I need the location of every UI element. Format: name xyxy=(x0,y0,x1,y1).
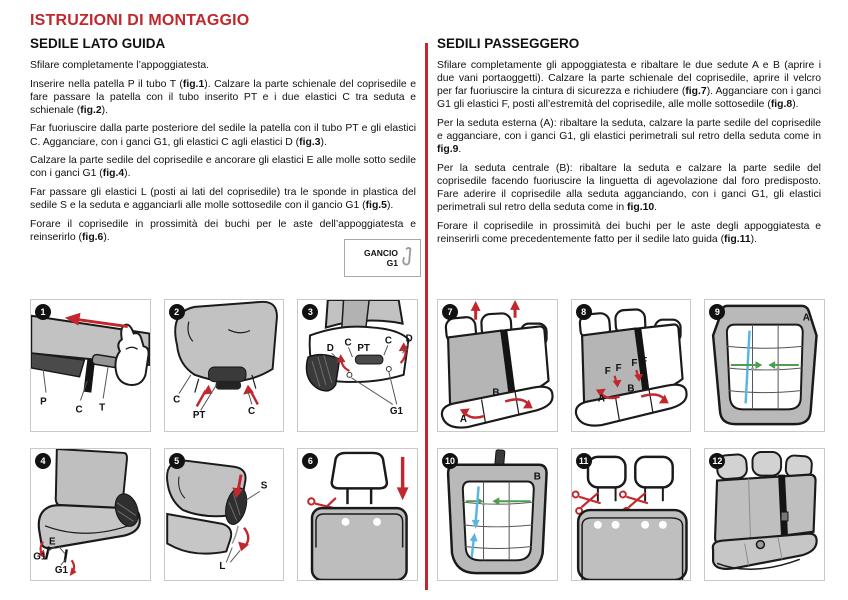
figure-panel-5 xyxy=(164,448,285,581)
part-label: C xyxy=(385,335,393,347)
section-heading-driver: SEDILE LATO GUIDA xyxy=(30,36,166,51)
part-label: G1 xyxy=(390,406,404,418)
covered-bench-shape xyxy=(713,452,817,569)
figure-panel-11 xyxy=(571,448,692,581)
figure-2-drawing xyxy=(165,300,284,431)
figure-number-badge: 9 xyxy=(709,304,725,320)
figure-panel-3 xyxy=(297,299,418,432)
figure-number-badge: 5 xyxy=(169,453,185,469)
instruction-paragraph: Sfilare completamente l’appoggiatesta. xyxy=(30,60,210,71)
part-label: E xyxy=(48,536,56,548)
page-title: ISTRUZIONI DI MONTAGGIO xyxy=(30,12,250,29)
figure-panel-9 xyxy=(704,299,825,432)
figure-number-badge: 8 xyxy=(576,304,592,320)
figure-11-drawing xyxy=(572,449,691,580)
figure-panel-6 xyxy=(297,448,418,581)
seat-shape xyxy=(167,461,250,554)
instruction-paragraph: Forare il coprisedile in prossimità dei buchi per le aste dell’appoggiatesta e reinserirlo (fig.6). xyxy=(30,218,416,243)
part-label: P xyxy=(40,396,47,408)
figure-panel-2 xyxy=(164,299,285,432)
passenger-seats-section xyxy=(437,36,821,251)
part-label: C xyxy=(172,394,180,406)
figure-number-badge: 2 xyxy=(169,304,185,320)
figure-panel-1 xyxy=(30,299,151,432)
figure-number-badge: 4 xyxy=(35,453,51,469)
part-label: G1 xyxy=(33,551,47,563)
instruction-paragraph: Per la seduta centrale (B): ribaltare la seduta e calzare la parte sedile del coprisedile facendo fuoriuscire la linguetta di agevolazione dal foro predisposto. Fare aderire il coprisedile alla seduta agganciando, con i ganci G1, gli elastici perimetrali sul retro della seduta come in fig.10. xyxy=(437,162,821,214)
figure-4-drawing xyxy=(31,449,150,580)
instruction-paragraph: Calzare la parte sedile del coprisedile e ancorare gli elastici E alle molle sotto sedile con i ganci G1 (fig.4). xyxy=(30,155,416,180)
red-arrow-icon xyxy=(397,457,409,500)
instruction-paragraph: Sfilare completamente gli appoggiatesta e ribaltare le due sedute A e B (aprire i due vani portaoggetti). Calzare la parte schienale del coprisedile, aprire il velcro per far fuoriuscire la cintura di sicurezza e richiudere (fig.7). Agganciare con i ganci G1 gli elastici F, posti all’estremità del coprisedile, alle molle sottosedile (fig.8). xyxy=(437,60,822,111)
part-label: A xyxy=(803,312,811,324)
figure-panel-7 xyxy=(437,299,558,432)
figure-1-drawing xyxy=(31,300,150,431)
part-label: PT xyxy=(192,410,206,422)
part-label: S xyxy=(260,480,267,492)
part-label: A xyxy=(597,393,605,405)
figure-7-drawing xyxy=(438,300,557,431)
figure-number-badge: 7 xyxy=(442,304,458,320)
seat-bottom-shape xyxy=(448,450,546,573)
part-label: D xyxy=(405,333,414,345)
instruction-paragraph: Forare il coprisedile in prossimità dei buchi per le aste degli appoggiatesta e reinserirli come precedentemente fatto per il sedile lato guida (fig.11). xyxy=(437,220,821,245)
hook-icon xyxy=(402,246,415,270)
figure-panel-8 xyxy=(571,299,692,432)
figure-panel-4 xyxy=(30,448,151,581)
figure-8-drawing xyxy=(572,300,691,431)
part-label: C xyxy=(247,406,255,418)
figure-number-badge: 3 xyxy=(302,304,318,320)
part-label: T xyxy=(99,402,106,414)
figure-5-drawing xyxy=(165,449,284,580)
part-label: B xyxy=(492,387,500,399)
part-label: C xyxy=(75,404,83,416)
seat-top-shape xyxy=(312,508,407,580)
part-label: F xyxy=(604,365,611,377)
figure-number-badge: 10 xyxy=(442,453,458,469)
instruction-paragraph: Per la seduta esterna (A): ribaltare la seduta, calzare la parte sedile del coprisedile e agganciare, con i ganci G1, gli elastici perimetrali sul retro della seduta come in fig.9. xyxy=(437,117,821,156)
figure-panel-10 xyxy=(437,448,558,581)
figure-10-drawing xyxy=(438,449,557,580)
figure-number-badge: 1 xyxy=(35,304,51,320)
figure-number-badge: 12 xyxy=(709,453,725,469)
figure-panel-12 xyxy=(704,448,825,581)
section-heading-passenger: SEDILI PASSEGGERO xyxy=(437,36,580,51)
part-label: A xyxy=(459,414,468,426)
part-label: B xyxy=(627,383,635,395)
bench-seat-shape xyxy=(442,313,553,428)
driver-seat-section xyxy=(30,36,416,249)
part-label: F xyxy=(615,362,622,374)
gancio-label: GANCIO G1 xyxy=(364,247,398,268)
headrest-shape xyxy=(588,457,673,501)
driver-seat-figures xyxy=(30,299,418,581)
part-label: PT xyxy=(357,343,371,355)
part-label: C xyxy=(344,337,352,349)
part-label: D xyxy=(327,343,335,355)
part-label: G1 xyxy=(54,565,68,577)
instruction-paragraph: Far fuoriuscire dalla parte posteriore del sedile la patella con il tubo PT e gli elastici C. Agganciare, con i ganci G1, gli elastici C agli elastici D (fig.3). xyxy=(30,123,416,148)
seat-top-shape xyxy=(578,510,686,580)
figure-number-badge: 11 xyxy=(576,453,592,469)
part-label: F xyxy=(640,356,647,368)
headrest-shape xyxy=(332,453,387,504)
figure-9-drawing xyxy=(705,300,824,431)
part-label: L xyxy=(219,561,226,573)
passenger-seat-figures xyxy=(437,299,825,581)
gancio-legend-box xyxy=(344,239,421,277)
instruction-paragraph: Inserire nella patella P il tubo T (fig.1). Calzare la parte schienale del coprisedile e fare passare la patella con il tubo inserito PT e i due elastici C tra seduta e schienale (fig.2). xyxy=(30,78,416,116)
figure-12-drawing xyxy=(705,449,824,580)
column-divider xyxy=(425,43,428,590)
part-label: F xyxy=(630,357,638,369)
seat-bottom-shape xyxy=(713,306,816,424)
figure-number-badge: 6 xyxy=(302,453,318,469)
figure-6-drawing xyxy=(298,449,417,580)
seat-backrest-shape xyxy=(175,302,277,393)
part-label: B xyxy=(533,471,541,483)
instruction-paragraph: Far passare gli elastici L (posti ai lati del coprisedile) tra le sponde in plastica del sedile S e la seduta e agganciarli alle molle sottosedile con il gancio G1 (fig.5). xyxy=(30,186,416,211)
figure-3-drawing xyxy=(298,300,417,431)
